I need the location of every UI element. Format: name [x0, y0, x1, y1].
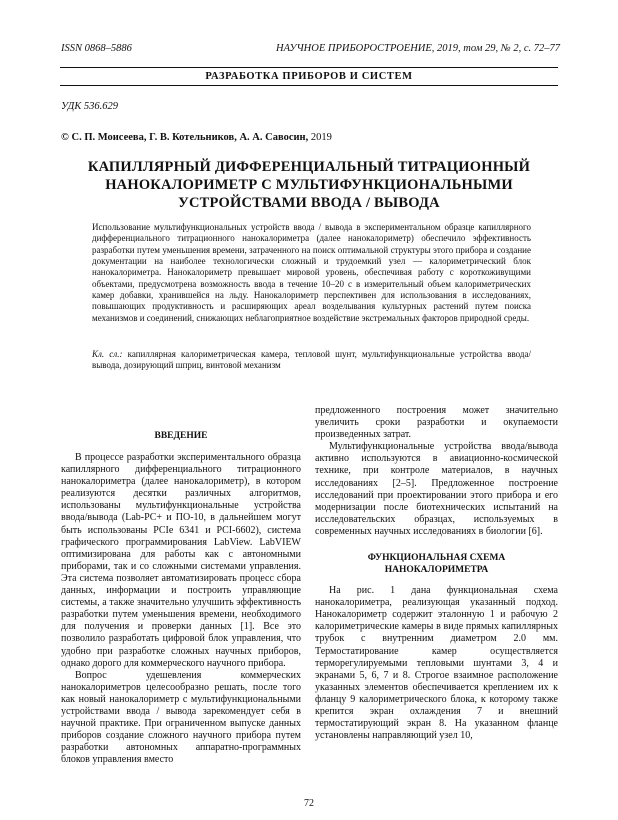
- publication-year: 2019: [310, 132, 332, 143]
- functional-heading-line-1: ФУНКЦИОНАЛЬНАЯ СХЕМА: [367, 553, 506, 564]
- intro-paragraph-2: Вопрос удешевления коммерческих нанокалориметров целесообразно решать, после того как новый нанокалориметр с мультифункциональными устройствами ввода / вывода зарекомендует себя в научной практике. При ограниченном выпуске данных приборов создание сложного научного прибора путем разработки автономных аппаратно-программных блоков управления вместо: [61, 669, 301, 766]
- keywords: [92, 349, 531, 372]
- keywords-label: Кл. сл.:: [92, 349, 123, 359]
- keywords-text: капиллярная калориметрическая камера, тепловой шунт, мультифункциональные устройства ввода/вывода, дозирующий шприц, винтовой механизм: [92, 349, 531, 371]
- journal-citation: НАУЧНОЕ ПРИБОРОСТРОЕНИЕ, 2019, том 29, № 2, c. 72–77: [276, 43, 560, 54]
- article-title: [60, 158, 558, 212]
- right-column: [315, 405, 558, 742]
- intro-paragraph-1: В процессе разработки экспериментального образца капиллярного дифференциального титрационного нанокалориметра (далее нанокалориметр), в котором реализуются десятки различных алгоритмов, использованы мультифункциональные устройства ввода/вывода (Lab-PC+ и ПО-10, в дальнейшем могут быть использованы PCIe 6341 и PCI-6602), система графического программирования LabView. LabVIEW оптимизирована для работы как с автономными приборами, так и со сложными системами управления. Эта система позволяет автоматизировать процесс сбора данных, информации и построить управляющие системы, а также значительно улучшить эффективность разработки путем уменьшения времени, необходимого для получения и проверки данных [1]. Все это позволило разработать цифровой блок управления, что удобно при разработке сложных научных приборов, однако дорого для коммерческого научного прибора.: [61, 452, 301, 669]
- udk-code: УДК 536.629: [61, 101, 119, 112]
- page-number: 72: [304, 798, 314, 809]
- functional-heading-line-2: НАНОКАЛОРИМЕТРА: [384, 565, 489, 576]
- issn: ISSN 0868–5886: [61, 43, 132, 54]
- copyright-icon: ©: [61, 132, 69, 143]
- intro-heading: ВВЕДЕНИЕ: [154, 431, 208, 441]
- section-heading: РАЗРАБОТКА ПРИБОРОВ И СИСТЕМ: [205, 71, 413, 82]
- title-line-2: НАНОКАЛОРИМЕТР С МУЛЬТИФУНКЦИОНАЛЬНЫМИ: [105, 177, 513, 193]
- intro-paragraph-3: предложенного построения может значительно увеличить сроки разработки и окупаемости произведенных затрат.: [315, 405, 558, 441]
- author-names: С. П. Моисеева, Г. В. Котельников, А. А. Савосин,: [71, 132, 309, 143]
- title-line-3: УСТРОЙСТВАМИ ВВОДА / ВЫВОДА: [178, 195, 440, 211]
- intro-paragraph-4: Мультифункциональные устройства ввода/вывода активно используются в авиационно-космической технике, при контроле материалов, в научных исследованиях [2–5]. Предложенное построение исследований при проектировании этого прибора и его модернизации после биотехнических испытаний на исследовательских образцах, используемых в современных научных исследованиях в биологии [6].: [315, 441, 558, 537]
- title-line-1: КАПИЛЛЯРНЫЙ ДИФФЕРЕНЦИАЛЬНЫЙ ТИТРАЦИОННЫЙ: [87, 159, 531, 175]
- abstract: Использование мультифункциональных устройств ввода / вывода в экспериментальном образце капиллярного дифференциального титрационного нанокалориметра (далее нанокалориметр) обеспечило эффективность разработки путем уменьшения времени, затраченного на поиск оптимальной структуры этого прибора и создание документации на наиболее технологически сложный и трудоемкий узел — калориметрический блок нанокалориметра. Нанокалориметр превышает мировой уровень, обеспечивая работу с короткоживущими объектами, предусмотрена возможность ввода в течение 10–20 с в измерительный объем калориметрических камер добавки, хранившейся на льду. Нанокалориметр перспективен для использования в исследованиях, повышающих продуктивность и расширяющих ареал возделывания культурных растений путем поиска механизмов и соединений, снижающих неблагоприятное воздействие экстремальных факторов природной среды.: [92, 222, 531, 323]
- header-rule-top: [60, 67, 558, 68]
- functional-scheme-heading: [315, 552, 558, 576]
- header-rule-bottom: [60, 85, 558, 86]
- left-column: [61, 430, 301, 766]
- functional-paragraph-1: На рис. 1 дана функциональная схема нанокалориметра, реализующая указанный подход. Нанокалориметр содержит эталонную 1 и рабочую 2 калориметрические камеры в виде прямых капиллярных трубок с внутренним диаметром 2.0 мм. Термостатирование камер осуществляется терморегулируемыми тепловыми шунтами 3, 4 и экранами 5, 6, 7 и 8. Строгое взаимное расположение указанных элементов обеспечивается креплением их к фланцу 9 калориметрического блока, к которому также крепится экран охлаждения 7 и внешний термостатирующий экран 8. На указанном фланце установлены направляющий узел 10,: [315, 585, 558, 742]
- authors-line: [61, 132, 332, 143]
